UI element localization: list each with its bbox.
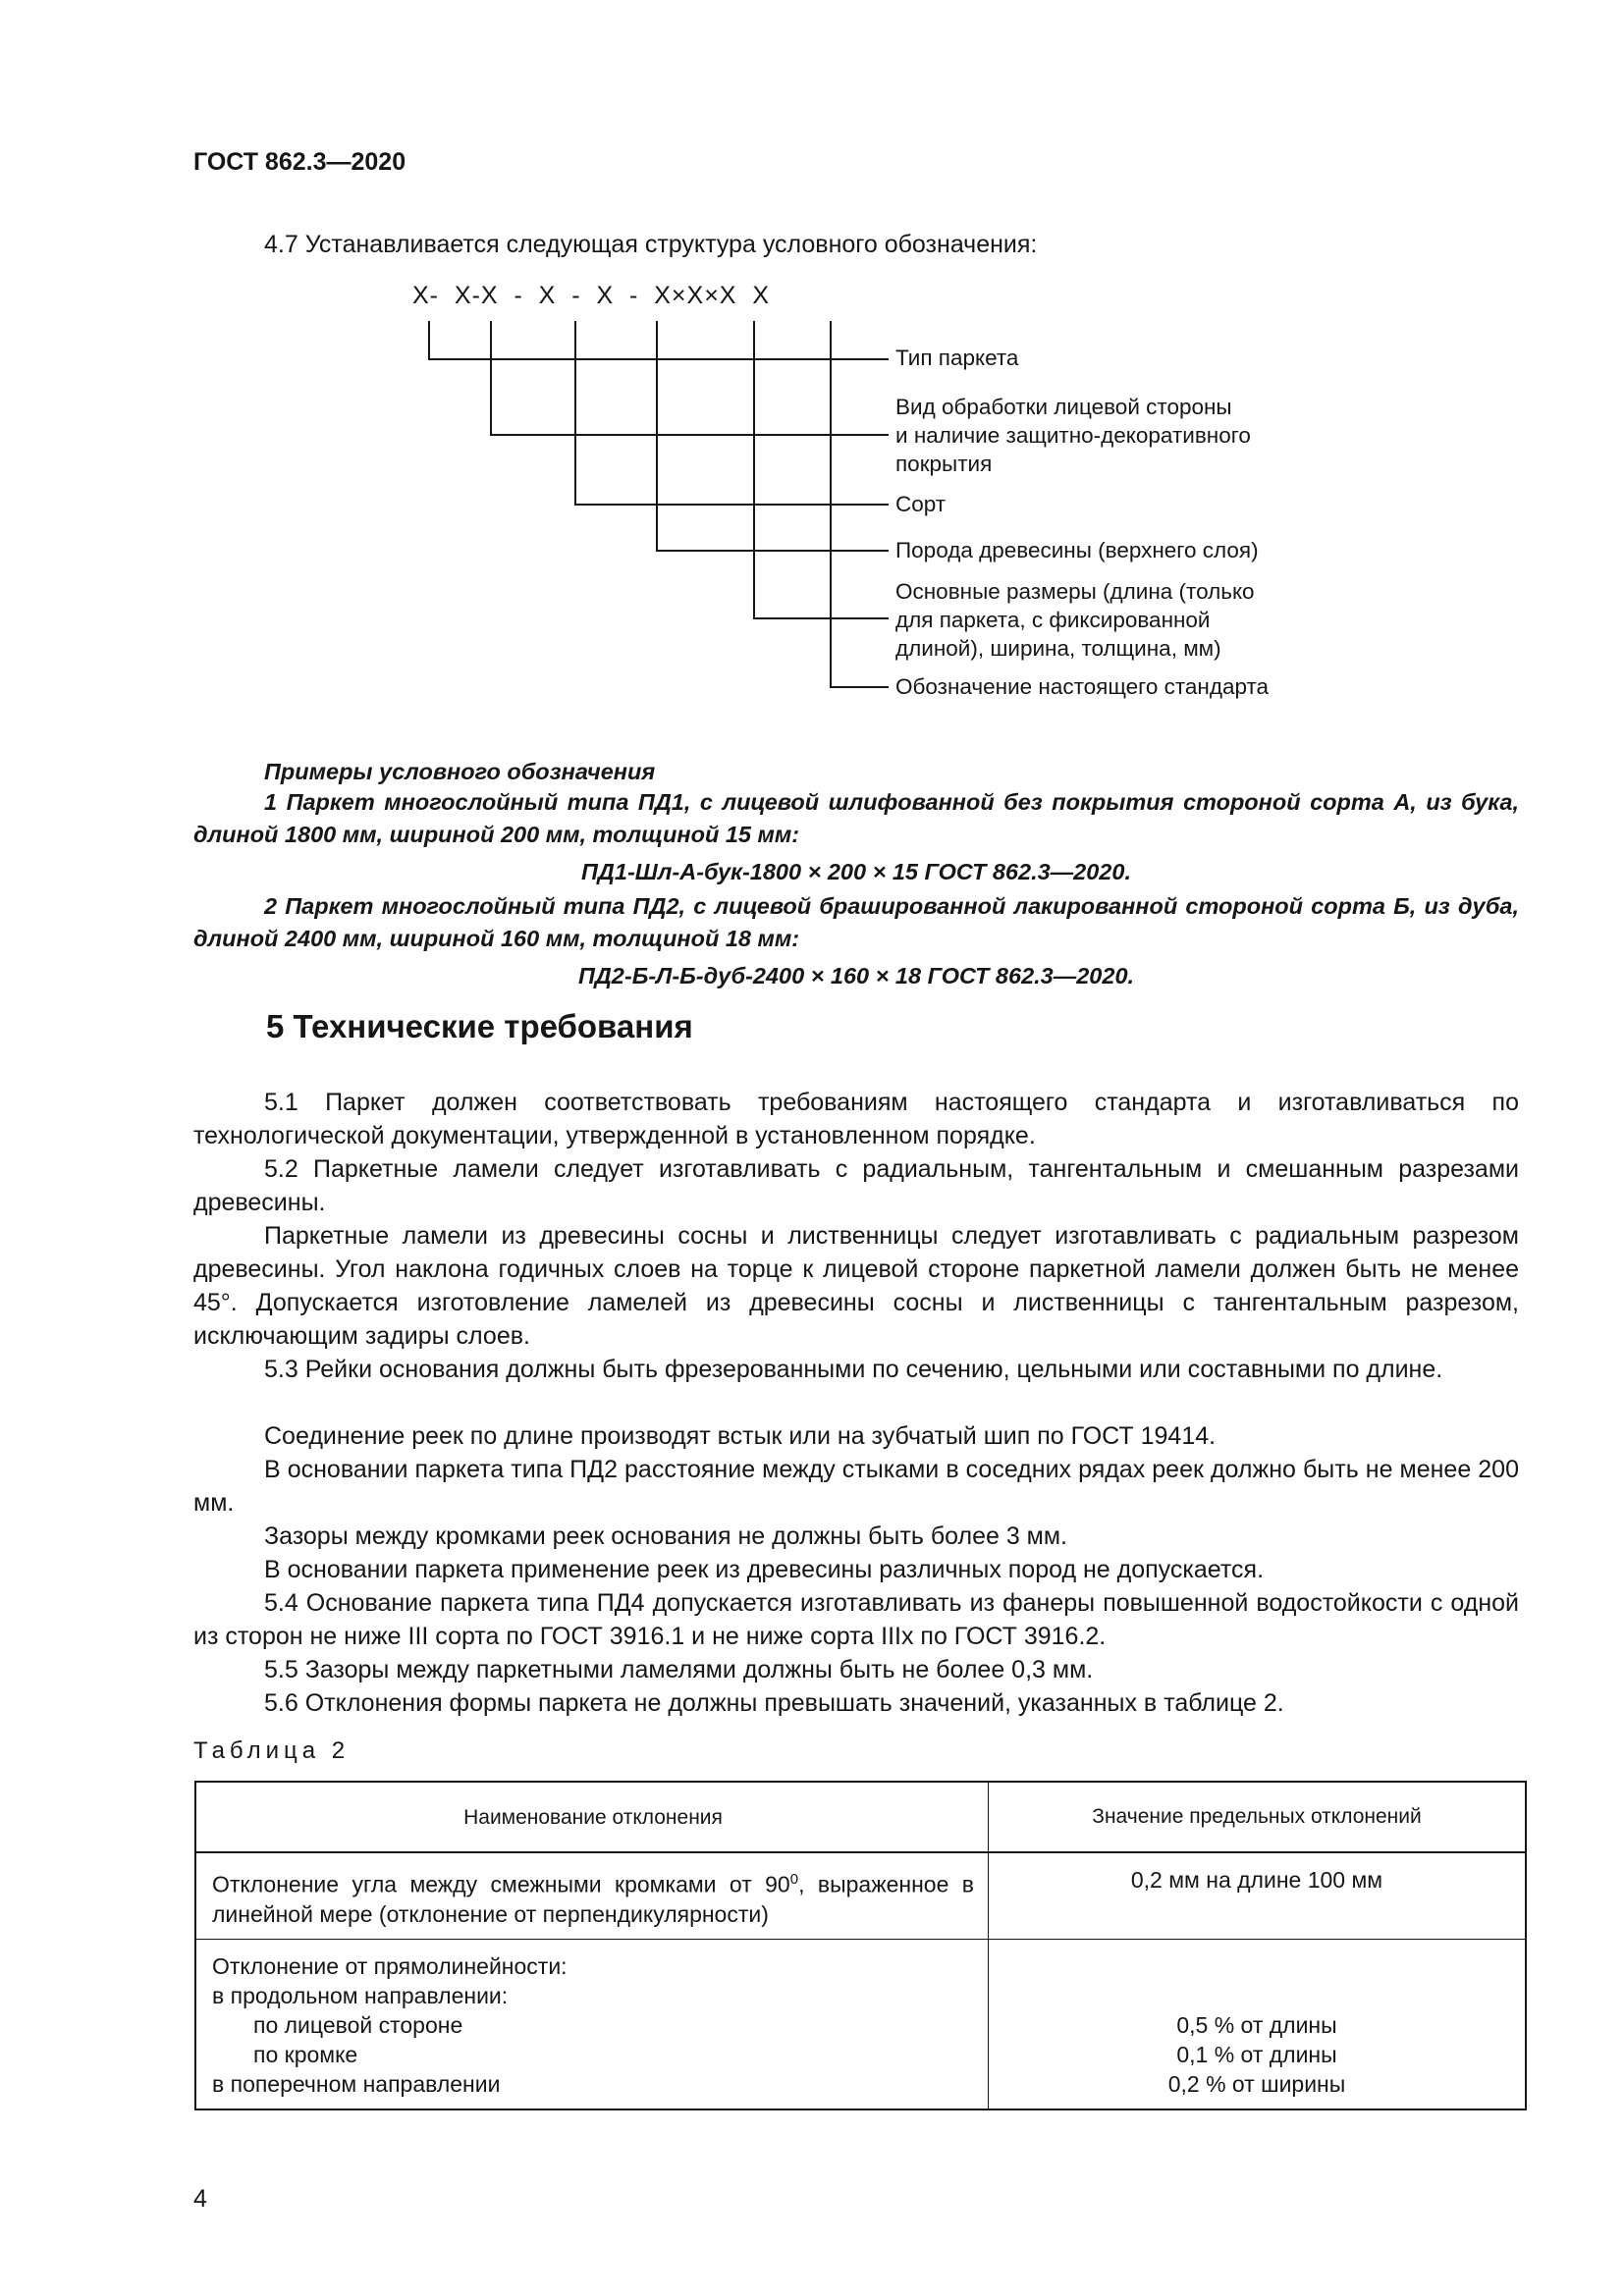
paragraph-5-1: 5.1 Паркет должен соответствовать требованиям настоящего стандарта и изготавливаться по технологической документации, утвержденной в установленном порядке. xyxy=(193,1089,1519,1149)
scheme-label-standard: Обозначение настоящего стандарта xyxy=(895,674,1270,699)
page-number: 4 xyxy=(193,2185,207,2213)
paragraph-5-3-joints: Соединение реек по длине производят встык или на зубчатый шип по ГОСТ 19414. xyxy=(264,1422,1217,1450)
paragraph-5-3-gaps: Зазоры между кромками реек основания не должны быть более 3 мм. xyxy=(264,1522,1068,1550)
designation-scheme-code: X- X-X - X - X - X×X×X X xyxy=(412,282,771,309)
paragraph-5-6: 5.6 Отклонения формы паркета не должны превышать значений, указанных в таблице 2. xyxy=(264,1689,1284,1717)
column-header-deviation-name: Наименование отклонения xyxy=(195,1782,989,1852)
paragraph-4-7: 4.7 Устанавливается следующая структура условного обозначения: xyxy=(264,231,1038,258)
column-header-deviation-value: Значение предельных отклонений xyxy=(989,1782,1527,1852)
section-5-heading: 5 Технические требования xyxy=(266,1008,693,1044)
designation-scheme-lines xyxy=(0,0,1624,746)
paragraph-5-2-pine: Паркетные ламели из древесины сосны и лиственницы следует изготавливать с радиальным разрезом древесины. Угол наклона годичных слоев на торце к лицевой стороне паркетной ламели должен быть не менее 45°. Допускается изготовление ламелей из древесины сосны и лиственницы с тангентальным разрезом, исключающим задиры слоев. xyxy=(193,1222,1519,1350)
example-1-code: ПД1-Шл-А-бук-1800 × 200 × 15 ГОСТ 862.3—2020. xyxy=(581,859,1131,884)
table-row xyxy=(195,1852,1526,1939)
paragraph-5-2: 5.2 Паркетные ламели следует изготавливать с радиальным, тангентальным и смешанным разрезами древесины. xyxy=(193,1155,1519,1216)
example-1-text: 1 Паркет многослойный типа ПД1, с лицевой шлифованной без покрытия стороной сорта А, из бука, длиной 1800 мм, шириной 200 мм, толщиной 15 мм: xyxy=(193,789,1519,847)
paragraph-5-4: 5.4 Основание паркета типа ПД4 допускается изготавливать из фанеры повышенной водостойкости с одной из сторон не ниже III сорта по ГОСТ 3916.1 и не ниже сорта IIIх по ГОСТ 3916.2. xyxy=(193,1589,1519,1650)
scheme-label-treatment: Вид обработки лицевой стороны и наличие защитно-декоративного покрытия xyxy=(895,395,1251,476)
table-2 xyxy=(194,1781,1527,2110)
document-header: ГОСТ 862.3—2020 xyxy=(193,148,406,176)
scheme-label-type: Тип паркета xyxy=(895,346,1019,370)
examples-title: Примеры условного обозначения xyxy=(264,759,656,784)
scheme-label-dimensions: Основные размеры (длина (только для паркета, с фиксированной длиной), ширина, толщина, мм) xyxy=(895,579,1255,661)
table-caption: Таблица 2 xyxy=(193,1737,351,1764)
paragraph-5-5: 5.5 Зазоры между паркетными ламелями должны быть не более 0,3 мм. xyxy=(264,1656,1094,1683)
table-cell-value: 0,2 мм на длине 100 мм xyxy=(989,1852,1527,1939)
scheme-label-wood-species: Порода древесины (верхнего слоя) xyxy=(895,538,1259,562)
paragraph-5-3-pd2: В основании паркета типа ПД2 расстояние между стыками в соседних рядах реек должно быть не менее 200 мм. xyxy=(193,1456,1519,1517)
example-2-text: 2 Паркет многослойный типа ПД2, с лицевой брашированной лакированной стороной сорта Б, из дуба, длиной 2400 мм, шириной 160 мм, толщиной 18 мм: xyxy=(193,893,1519,951)
table-row xyxy=(195,1939,1526,2109)
table-cell-name: Отклонение угла между смежными кромками от $90^0$, выраженное в линейной мере (отклонение от перпендикулярности) xyxy=(195,1852,989,1939)
example-2-code: ПД2-Б-Л-Б-дуб-2400 × 160 × 18 ГОСТ 862.3—2020. xyxy=(577,963,1135,988)
scheme-label-grade: Сорт xyxy=(895,492,947,516)
paragraph-5-3: 5.3 Рейки основания должны быть фрезерованными по сечению, цельными или составными по длине. xyxy=(264,1356,1443,1383)
table-header-row xyxy=(195,1782,1526,1852)
table-cell-name: Отклонение от прямолинейности: в продольном направлении: по лицевой стороне по кромке в поперечном направлении xyxy=(195,1939,989,2109)
table-cell-value: 0,5 % от длины 0,1 % от длины 0,2 % от ширины xyxy=(989,1939,1527,2109)
paragraph-5-3-species: В основании паркета применение реек из древесины различных пород не допускается. xyxy=(264,1556,1265,1583)
